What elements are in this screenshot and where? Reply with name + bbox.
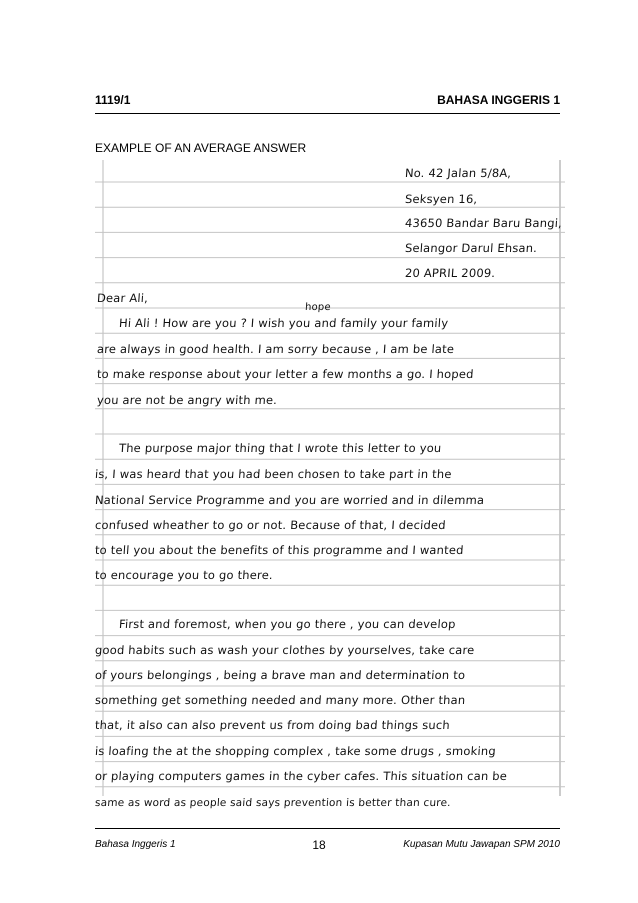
letter-line: confused wheather to go or not. Because of that, I decided xyxy=(94,518,447,532)
letter-line: are always in good health. I am sorry because , I am be late xyxy=(96,342,455,356)
address-line: No. 42 Jalan 5/8A, xyxy=(404,166,512,180)
footer-publication: Kupasan Mutu Jawapan SPM 2010 xyxy=(403,839,560,850)
letter-line: that, it also can also prevent us from doing bad things such xyxy=(94,718,451,732)
letter-line: good habits such as wash your clothes by yourselves, take care xyxy=(94,643,475,657)
letter-line: of yours belongings , being a brave man and determination to xyxy=(94,668,466,682)
letter-line: is loafing the at the shopping complex , take some drugs , smoking xyxy=(94,744,497,758)
page-number: 18 xyxy=(312,838,326,852)
letter-line: to encourage you to go there. xyxy=(94,568,274,582)
address-line: Selangor Darul Ehsan. xyxy=(404,241,538,255)
document-code: 1119/1 xyxy=(95,93,131,107)
letter-line: The purpose major thing that I wrote this letter to you xyxy=(118,441,442,455)
letter-line: something get something needed and many more. Other than xyxy=(94,693,466,707)
letter-line: Hi Ali ! How are you ? I wish you and family your family xyxy=(118,316,449,330)
salutation: Dear Ali, xyxy=(96,291,149,305)
letter-line-last: same as word as people said says prevention is better than cure. xyxy=(94,797,452,809)
address-line: 43650 Bandar Baru Bangi, xyxy=(404,216,563,230)
letter-line: or playing computers games in the cyber cafes. This situation can be xyxy=(94,769,508,783)
caret-insertion: hope xyxy=(304,302,332,313)
letter-line: National Service Programme and you are worried and in dilemma xyxy=(94,493,485,507)
handwritten-letter-scan xyxy=(95,160,565,796)
document-subject: BAHASA INGGERIS 1 xyxy=(437,93,560,107)
footer-rule xyxy=(95,828,560,829)
address-date: 20 APRIL 2009. xyxy=(404,266,496,280)
header-rule xyxy=(95,113,560,114)
answer-label: EXAMPLE OF AN AVERAGE ANSWER xyxy=(95,141,307,155)
letter-line: to make response about your letter a few months a go. I hoped xyxy=(96,367,475,381)
footer-subject: Bahasa Inggeris 1 xyxy=(95,839,176,850)
letter-line: First and foremost, when you go there , you can develop xyxy=(118,617,457,631)
address-line: Seksyen 16, xyxy=(404,192,478,206)
letter-line: is, I was heard that you had been chosen to take part in the xyxy=(94,467,453,481)
letter-line: to tell you about the benefits of this programme and I wanted xyxy=(94,543,465,557)
letter-line: you are not be angry with me. xyxy=(96,393,278,407)
